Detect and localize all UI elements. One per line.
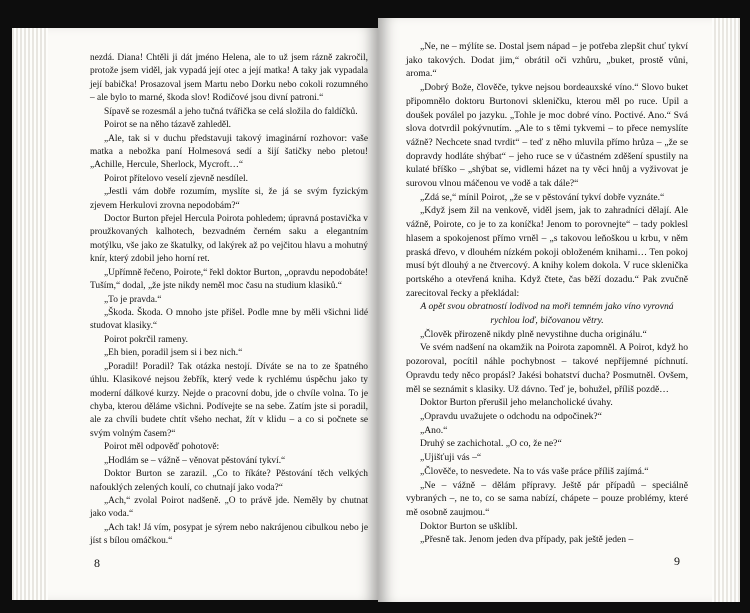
page-edges [12, 28, 48, 600]
page-number: 8 [94, 556, 100, 570]
paragraph: „Přesně tak. Jenom jeden dva případy, pak ještě jeden – [420, 534, 634, 546]
paragraph: „Upřímně řečeno, Poirote,“ řekl doktor Burton, „opravdu nepodobáte! Tuším,“ dodal, „že jste nikdy neměl moc času na studium klasiků.“ [90, 267, 368, 292]
right-page [378, 18, 740, 602]
paragraph: Poirot se na něho tázavě zahleděl. [104, 120, 232, 131]
right-page-text [406, 40, 688, 547]
paragraph: „Ale, tak si v duchu představuji takový imaginární rozhovor: vaše matka a nebožka paní Holmesová sedí a šijí šatičky nebo pletou! „Achille, Hercule, Sherlock, Mycroft…“ [90, 133, 368, 171]
paragraph: Poirot pokrčil rameny. [104, 334, 189, 345]
paragraph: Sípavě se rozesmál a jeho tučná tvářička se celá složila do faldíčků. [104, 106, 358, 117]
left-page [12, 28, 378, 600]
paragraph: „Ano.“ [420, 424, 448, 436]
paragraph: „Škoda. Škoda. O mnoho jste přišel. Podle mne by měli všichni lidé studovat klasiky.“ [90, 308, 368, 332]
paragraph: Doctor Burton přejel Hercula Poirota pohledem; úpravná postavička v proužkovaných kalhotech, bezvadném černém saku a elegantním motýlku, vše jako ze škatulky, od lakýrek až po vejčitou hlavu a mohutný knír, který zdobil jeho horní ret. [90, 214, 368, 265]
paragraph: „Opravdu uvažujete o odchodu na odpočinek?“ [420, 410, 602, 422]
page-edges [712, 18, 740, 602]
paragraph: „Jestli vám dobře rozumím, myslíte si, že já se svým fyzickým zjevem Herkulovi zrovna nepodobám?“ [90, 187, 368, 211]
paragraph: „Ne – vážně – dělám přípravy. Ještě pár případů – speciálně vybraných –, ne to, co se sama nabízí, chápete – pouze problémy, které mě osobně zaujmou.“ [406, 479, 688, 518]
paragraph: Ve svém nadšení na okamžik na Poirota zapomněl. A Poirot, když ho pozoroval, pocítil náhle pochybnost – takové nepříjemné píchnutí. Opravdu tedy něco propásl? Jakési bohatství ducha? Posmutněl. Ovšem, měl se seznámit s klasiky. Už dávno. Teď je, bohužel, příliš pozdě… [406, 342, 688, 395]
paragraph: „Ne, ne – mýlíte se. Dostal jsem nápad – je potřeba zlepšit chuť tykví jako takových. Dodat jim,“ obrátil oči vzhůru, „buket, prostě vůni, aroma.“ [406, 41, 688, 80]
paragraph: Doktor Burton se ušklíbl. [420, 520, 518, 532]
paragraph: Doktor Burton přerušil jeho melancholické úvahy. [420, 397, 613, 409]
paragraph: „Hodlám se – vážně – věnovat pěstování tykví.“ [104, 455, 286, 466]
quoted-verse: A opět svou obratností lodivod na moři temném jako víno vyrovná rychlou loď, bičovanou větry. [420, 301, 674, 327]
paragraph: Poirot přítelovo veselí zjevně nesdílel. [104, 173, 248, 184]
paragraph: „Poradil! Poradil? Tak otázka nestojí. Díváte se na to ze špatného úhlu. Klasikové nejsou žebřík, který vede k rychlému úspěchu jako ty moderní dálkové kurzy. Nejde o pracovní dobu, jde o chvíle volna. To je chyba, kterou děláme všichni. Podívejte se na sebe. Zatím jste si poradil, ale za chvíli budete chtít všeho nechat, žít v klidu – a co si počnete se svým volným časem?“ [90, 361, 368, 439]
paragraph: „Eh bien, poradil jsem si i bez nich.“ [104, 348, 243, 359]
paragraph: Doktor Burton se zarazil. „Co to říkáte? Pěstování těch velkých nafouklých zelených koulí, co chutnají jako voda?“ [90, 469, 368, 493]
paragraph: Poirot měl odpověď pohotově: [104, 442, 220, 453]
paragraph: „To je pravda.“ [104, 294, 162, 305]
paragraph: Druhý se zachichotal. „O co, že ne?“ [420, 438, 562, 450]
paragraph: „Když jsem žil na venkově, viděl jsem, jak to zahradníci dělají. Ale vážně, Poirote, co je to za koníčka! Jenom to porovnejte“ – tady poklesl hlasem a spokojenost přímo vrněl – „s takovou leňoškou u krbu, v něm praská dřevo, v dlouhém nízkém pokoji obloženém knihami… Ten pokoj musí být dlouhý a ne čtvercový. A knihy kolem dokola. V ruce sklenička portského a otevřená kniha. Když čtete, čas běží dozadu.“ Pak zvučně zarecitoval řecky a překládal: [406, 205, 688, 299]
paragraph: „Zdá se,“ mínil Poirot, „že se v pěstování tykví dobře vyznáte.“ [420, 191, 665, 203]
paragraph: nezdá. Diana! Chtěli ji dát jméno Helena, ale to už jsem rázně zakročil, protože jsem viděl, jak vypadá její otec a její matka! A taky jak vypadala její babička! Prosazoval jsem Martu nebo Dorku nebo cokoli rozumného – ale bylo to marné, škoda slov! Rodičové jsou divní patroni.“ [90, 53, 368, 104]
paragraph: „Dobrý Bože, člověče, tykve nejsou bordeauxské víno.“ Slovo buket připomnělo doktoru Burtonovi skleničku, kterou měl po ruce. Upil a doušek poválel po jazyku. „Tohle je moc dobré víno. Poctivé. Ano.“ Svá slova dotvrdil pokývnutím. „Ale to s těmi tykvemi – to přece nemyslíte vážně? Nechcete snad tvrdit“ – teď z něho mluvila přímo hrůza – „že se dopravdy hodláte shýbat“ – jeho ruce se v účastném zděšení spustily na kulaté bříško – „shýbat se, vidlemi házet na ty věci hnůj a vyživovat je surovou vlnou máčenou ve vodě a tak dále?“ [406, 82, 688, 190]
paragraph: „Člověk přirozeně nikdy plně nevystihne ducha originálu.“ [420, 328, 647, 340]
paragraph: „Člověče, to nesvedete. Na to vás vaše práce příliš zajímá.“ [420, 465, 649, 477]
paragraph: „Ach tak! Já vím, posypat je sýrem nebo nakrájenou cibulkou nebo je jíst s bílou omáčkou.“ [90, 522, 368, 547]
paragraph: „Ujišťuji vás –“ [420, 452, 482, 464]
paragraph: „Ach,“ zvolal Poirot nadšeně. „O to právě jde. Neměly by chutnat jako voda.“ [90, 495, 368, 520]
left-page-text [90, 52, 368, 549]
page-number: 9 [674, 554, 680, 568]
